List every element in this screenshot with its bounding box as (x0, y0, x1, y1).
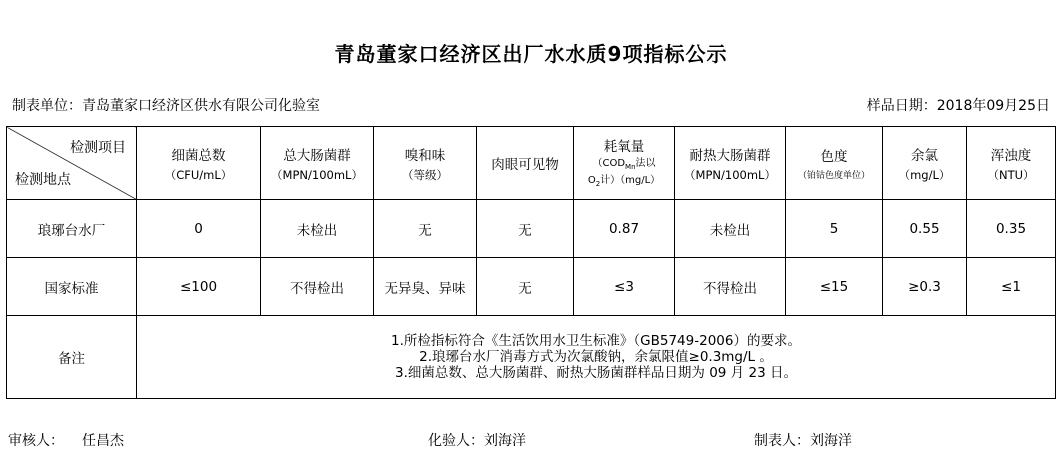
header-turbidity (967, 127, 1056, 200)
tester-name: 刘海洋 (484, 433, 526, 449)
row-label: 琅琊台水厂 (7, 200, 137, 258)
preparer-signature (754, 430, 852, 450)
header-unit: （mg/L） (898, 167, 951, 182)
corner-header-site: 检测地点 (15, 172, 71, 188)
table-cell: ≥0.3 (883, 258, 967, 316)
table-cell: ≤15 (786, 258, 883, 316)
header-row (7, 127, 1056, 200)
table-cell: 5 (786, 200, 883, 258)
header-label: 余氯 (911, 147, 938, 164)
page-title: 青岛董家口经济区出厂水水质9项指标公示 (334, 42, 728, 66)
header-label: 耗氧量 (603, 139, 645, 155)
table-cell: 未检出 (261, 200, 374, 258)
reviewer-name: 任昌杰 (82, 433, 124, 449)
notes-content (137, 316, 1056, 399)
tester-signature (428, 430, 526, 450)
header-label: 细菌总数 (171, 147, 226, 164)
reviewer-label: 审核人： (8, 433, 64, 449)
header-label: 总大肠菌群 (283, 147, 351, 164)
preparer-name: 刘海洋 (810, 433, 852, 449)
header-bacteria (137, 127, 261, 200)
table-cell: 无 (477, 200, 574, 258)
corner-header-item: 检测项目 (70, 140, 126, 156)
table-cell: 不得检出 (261, 258, 374, 316)
note-line: 1.所检指标符合《生活饮用水卫生标准》（GB5749-2006）的要求。 (391, 333, 801, 349)
table-cell: 未检出 (675, 200, 786, 258)
tester-label: 化验人： (428, 433, 484, 449)
reviewer-signature (8, 430, 124, 450)
table-row (7, 258, 1056, 316)
table-cell: 无 (374, 200, 477, 258)
header-thermotolerant-coliform (675, 127, 786, 200)
header-label: 浑浊度 (990, 147, 1032, 164)
notes-row (7, 316, 1056, 399)
water-quality-table (6, 126, 1056, 399)
header-visible-matter (477, 127, 574, 200)
table-cell: ≤100 (137, 258, 261, 316)
header-label: 肉眼可见物 (491, 157, 559, 173)
header-label: 嗅和味 (404, 147, 446, 164)
header-unit: （MPN/100mL） (684, 167, 776, 182)
table-cell: 0.55 (883, 200, 967, 258)
table-cell: 0 (137, 200, 261, 258)
table-cell: 不得检出 (675, 258, 786, 316)
header-unit: （MPN/100mL） (271, 167, 363, 182)
preparer-label: 制表人： (754, 433, 810, 449)
header-unit: （铂钴色度单位） (797, 171, 870, 181)
header-label: 耐热大肠菌群 (689, 147, 771, 164)
header-chroma (786, 127, 883, 200)
header-unit: （等级） (402, 167, 448, 182)
header-unit: （CFU/mL） (164, 167, 233, 182)
table-cell: ≤3 (574, 258, 675, 316)
table-cell: 0.87 (574, 200, 675, 258)
table-cell: ≤1 (967, 258, 1056, 316)
note-line: 3.细菌总数、总大肠菌群、耐热大肠菌群样品日期为 09 月 23 日。 (395, 365, 797, 381)
header-label: 色度 (820, 149, 848, 165)
header-unit: （$COD_{Mn}$法以 $O_2$计）（mg/L） (587, 158, 661, 188)
note-line: 2.琅琊台水厂消毒方式为次氯酸钠，余氯限值≥0.3mg/L 。 (419, 349, 773, 365)
notes-label: 备注 (7, 316, 137, 399)
corner-header-cell (7, 127, 137, 200)
table-cell: 0.35 (967, 200, 1056, 258)
header-coliform (261, 127, 374, 200)
sample-date: 样品日期：2018年09月25日 (866, 98, 1050, 114)
table-row (7, 200, 1056, 258)
header-oxygen-consumption (574, 127, 675, 200)
table-cell: 无异臭、异味 (374, 258, 477, 316)
header-unit: （NTU） (987, 167, 1035, 182)
header-residual-chlorine (883, 127, 967, 200)
header-odor (374, 127, 477, 200)
table-cell: 无 (477, 258, 574, 316)
prepared-by-unit: 制表单位：青岛董家口经济区供水有限公司化验室 (12, 98, 320, 114)
row-label: 国家标准 (7, 258, 137, 316)
